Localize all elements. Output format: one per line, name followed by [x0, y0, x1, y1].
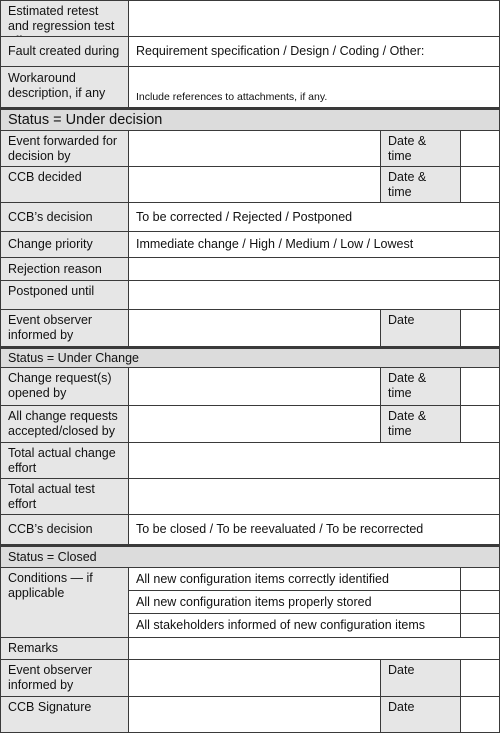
- change-requests-accepted-label: All change requests accepted/closed by: [0, 405, 129, 443]
- forwarded-date-time-label: Date & time: [380, 130, 461, 167]
- ccb-signature-field[interactable]: [128, 696, 381, 733]
- ccb-signature-label: CCB Signature: [0, 696, 129, 733]
- signature-date-field[interactable]: [460, 696, 500, 733]
- remarks-label: Remarks: [0, 637, 129, 660]
- rejection-reason-label: Rejection reason: [0, 257, 129, 281]
- change-requests-opened-label: Change request(s) opened by: [0, 367, 129, 406]
- change-priority-options[interactable]: Immediate change / High / Medium / Low / Lowest: [128, 231, 500, 258]
- forwarded-date-time-field[interactable]: [460, 130, 500, 167]
- opened-date-time-field[interactable]: [460, 367, 500, 406]
- status-closed-header: Status = Closed: [0, 544, 500, 568]
- change-effort-field[interactable]: [128, 442, 500, 479]
- accepted-date-time-label: Date & time: [380, 405, 461, 443]
- postponed-until-field[interactable]: [128, 280, 500, 310]
- accepted-date-time-field[interactable]: [460, 405, 500, 443]
- status-under-decision-header: Status = Under decision: [0, 107, 500, 131]
- observer-informed-label: Event observer informed by: [0, 309, 129, 347]
- workaround-label: Workaround description, if any: [0, 66, 129, 108]
- signature-date-label: Date: [380, 696, 461, 733]
- condition-checkbox[interactable]: [460, 590, 500, 614]
- change-priority-label: Change priority: [0, 231, 129, 258]
- ccb-decision-change-options[interactable]: To be closed / To be reevaluated / To be recorrected: [128, 514, 500, 545]
- retest-effort-field[interactable]: [128, 0, 500, 37]
- change-requests-accepted-field[interactable]: [128, 405, 381, 443]
- closed-observer-date-label: Date: [380, 659, 461, 697]
- fault-created-field[interactable]: Requirement specification / Design / Coding / Other:: [128, 36, 500, 67]
- ccb-decision-options[interactable]: To be corrected / Rejected / Postponed: [128, 202, 500, 232]
- ccb-decision-label: CCB’s decision: [0, 202, 129, 232]
- ccb-decision-change-label: CCB’s decision: [0, 514, 129, 545]
- test-effort-label: Total actual test effort: [0, 478, 129, 515]
- condition-item: All new configuration items correctly identified: [128, 567, 461, 591]
- closed-observer-date-field[interactable]: [460, 659, 500, 697]
- status-under-change-header: Status = Under Change: [0, 346, 500, 368]
- closed-observer-field[interactable]: [128, 659, 381, 697]
- observer-date-label: Date: [380, 309, 461, 347]
- change-requests-opened-field[interactable]: [128, 367, 381, 406]
- condition-checkbox[interactable]: [460, 613, 500, 638]
- closed-observer-label: Event observer informed by: [0, 659, 129, 697]
- ccb-decided-date-time-label: Date & time: [380, 166, 461, 203]
- conditions-label: Conditions — if applicable: [0, 567, 129, 638]
- ccb-decided-date-time-field[interactable]: [460, 166, 500, 203]
- test-effort-field[interactable]: [128, 478, 500, 515]
- postponed-until-label: Postponed until: [0, 280, 129, 310]
- change-effort-label: Total actual change effort: [0, 442, 129, 479]
- workaround-field[interactable]: Include references to attachments, if any.: [128, 66, 500, 108]
- condition-item: All stakeholders informed of new configuration items: [128, 613, 461, 638]
- ccb-decided-label: CCB decided: [0, 166, 129, 203]
- observer-informed-field[interactable]: [128, 309, 381, 347]
- opened-date-time-label: Date & time: [380, 367, 461, 406]
- retest-effort-label: Estimated retest and regression test: [0, 0, 129, 37]
- observer-date-field[interactable]: [460, 309, 500, 347]
- rejection-reason-field[interactable]: [128, 257, 500, 281]
- fault-created-label: Fault created during: [0, 36, 129, 67]
- forwarded-by-field[interactable]: [128, 130, 381, 167]
- remarks-field[interactable]: [128, 637, 500, 660]
- forwarded-by-label: Event forwarded for decision by: [0, 130, 129, 167]
- condition-item: All new configuration items properly stored: [128, 590, 461, 614]
- condition-checkbox[interactable]: [460, 567, 500, 591]
- ccb-decided-field[interactable]: [128, 166, 381, 203]
